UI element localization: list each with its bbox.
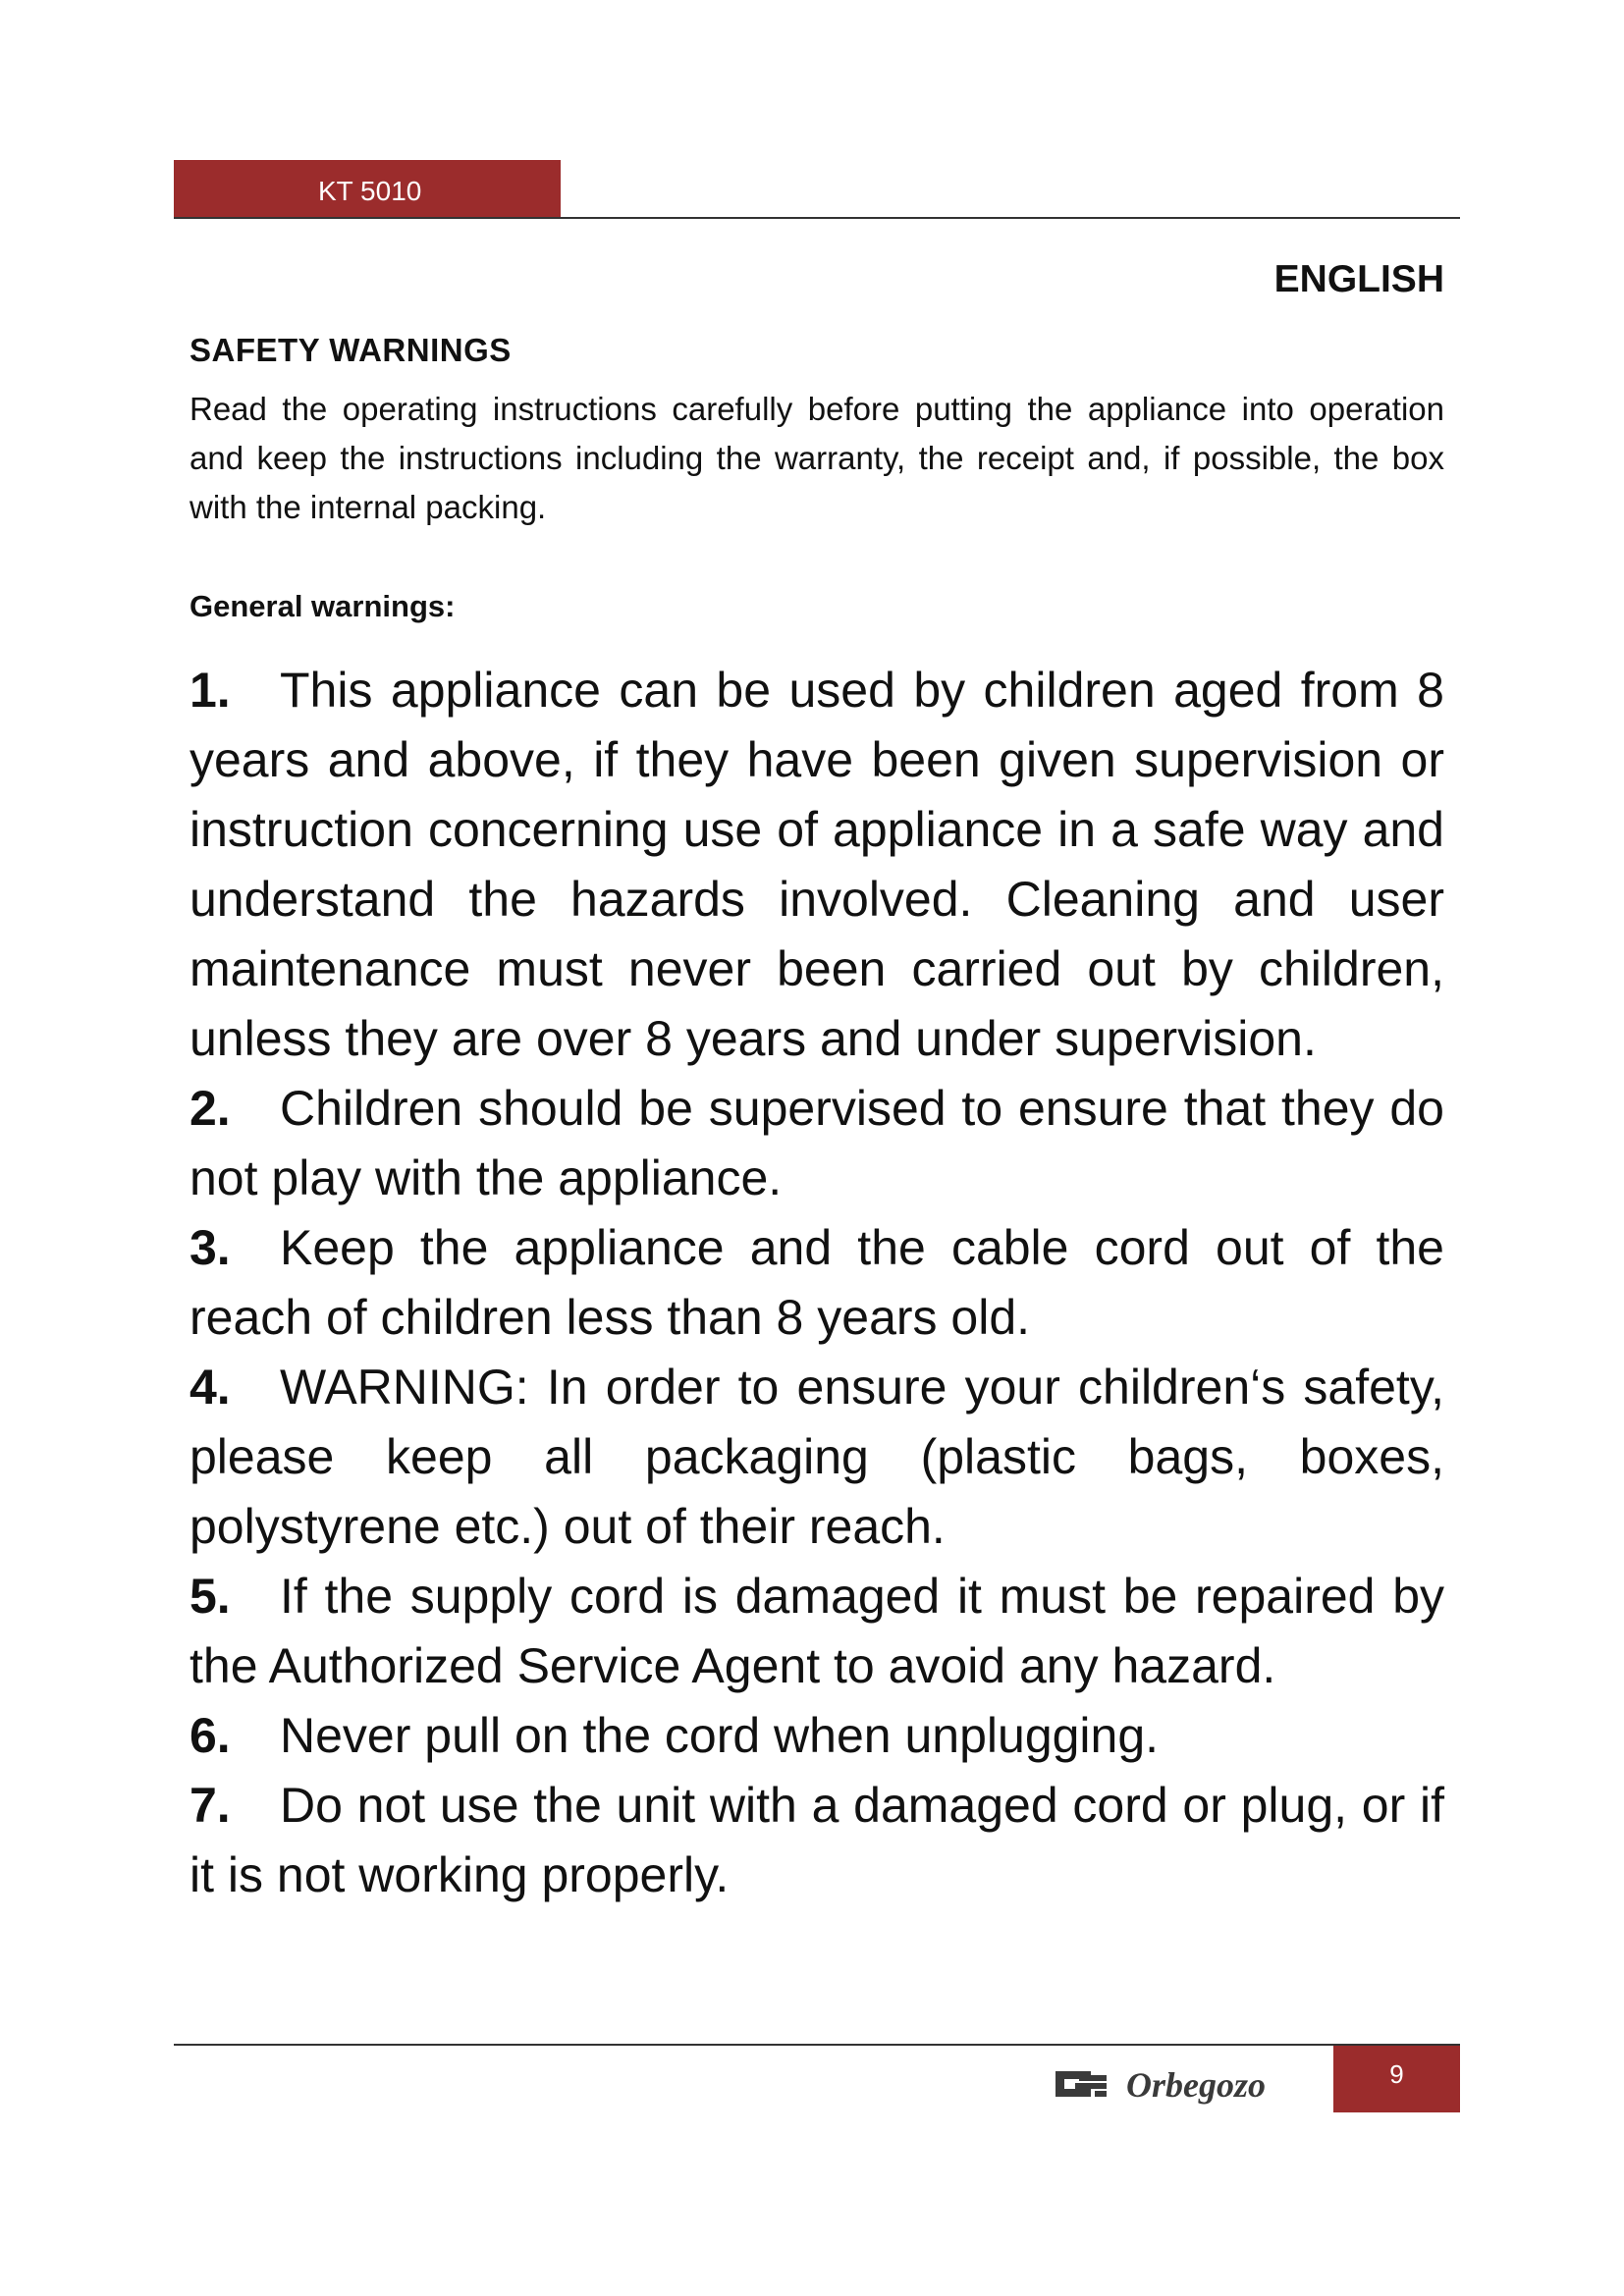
page-number-box: [1333, 2046, 1460, 2112]
warning-text: WARNING: In order to ensure your children‘s safety, please keep all packaging (plastic bags, boxes, polystyrene etc.) out of their reach.: [189, 1360, 1444, 1554]
language-label: ENGLISH: [1273, 258, 1444, 300]
section-title: SAFETY WARNINGS: [189, 332, 512, 368]
warning-item: [189, 1353, 1444, 1562]
warning-text: Keep the appliance and the cable cord out of the reach of children less than 8 years old.: [189, 1220, 1444, 1345]
header-divider: [174, 217, 1460, 219]
warning-item: [189, 1562, 1444, 1701]
warning-number: 2.: [189, 1081, 231, 1136]
warning-number: 5.: [189, 1569, 231, 1624]
header-tab: [174, 160, 561, 217]
subsection-title: General warnings:: [189, 589, 456, 623]
warning-text: Children should be supervised to ensure that they do not play with the appliance.: [189, 1081, 1444, 1205]
warning-item: [189, 1771, 1444, 1910]
warning-text: This appliance can be used by children aged from 8 years and above, if they have been given supervision or instruction concerning use of appliance in a safe way and understand the hazards involved. Cleaning and user maintenance must never been carried out by children, unless they are over 8 years and under supervision.: [189, 663, 1444, 1066]
warning-number: 7.: [189, 1778, 231, 1833]
warning-text: If the supply cord is damaged it must be repaired by the Authorized Service Agent to avoid any hazard.: [189, 1569, 1444, 1693]
svg-text:Orbegozo: Orbegozo: [1126, 2065, 1266, 2105]
warning-number: 1.: [189, 663, 231, 718]
warning-text: Never pull on the cord when unplugging.: [280, 1708, 1160, 1763]
model-label: KT 5010: [318, 176, 422, 206]
warnings-list: [189, 656, 1444, 1910]
warning-item: [189, 656, 1444, 1074]
warning-number: 3.: [189, 1220, 231, 1275]
page-number: 9: [1389, 2059, 1404, 2089]
warning-item: [189, 1701, 1444, 1771]
warning-number: 4.: [189, 1360, 231, 1415]
warning-item: [189, 1074, 1444, 1213]
intro-paragraph: Read the operating instructions carefully before putting the appliance into operation and keep the instructions including the warranty, the receipt and, if possible, the box with the internal packing.: [189, 391, 1444, 525]
footer-divider: [174, 2044, 1460, 2046]
warning-number: 6.: [189, 1708, 231, 1763]
warning-text: Do not use the unit with a damaged cord or plug, or if it is not working properly.: [189, 1778, 1444, 1902]
warning-item: [189, 1213, 1444, 1353]
brand-logo: [1056, 2061, 1316, 2105]
